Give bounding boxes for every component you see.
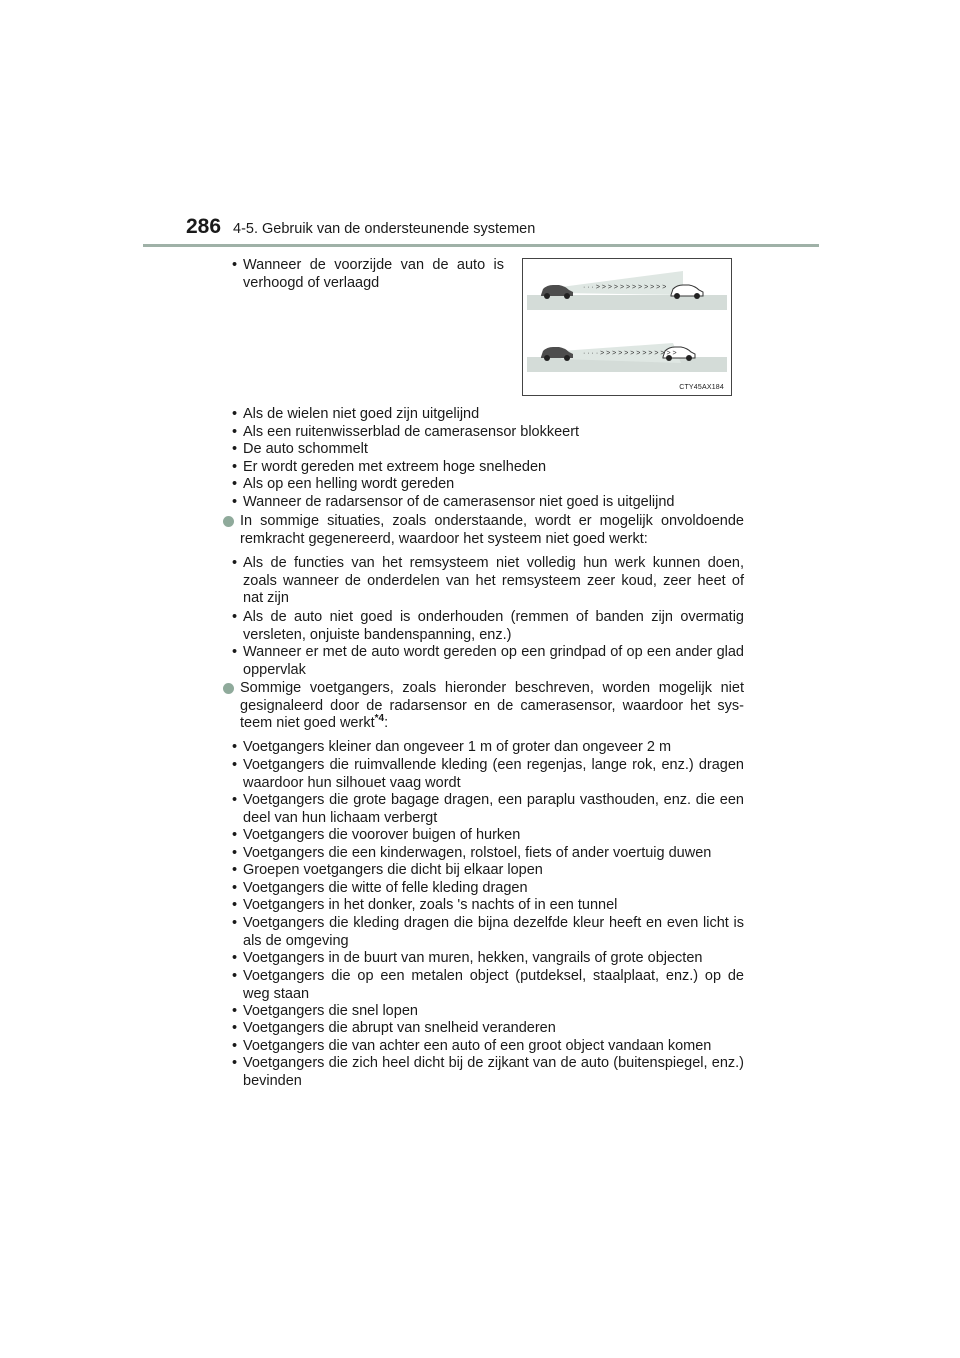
paragraph-text: In sommige situaties, zoals onderstaande, wordt er mogelijk onvoldoende remkracht gegenereerd, waardoor het systeem niet goed werkt: <box>240 513 744 547</box>
figure-code: CTY45AX184 <box>679 384 724 391</box>
list-item: • Voetgangers die ruimvallende kleding (een regenjas, lange rok, enz.) dragen waardoor hun silhouet vaag wordt <box>232 757 744 791</box>
list-item-text: Als de wielen niet goed zijn uitgelijnd <box>243 406 480 422</box>
list-item-text: Voetgangers die op een metalen object (putdeksel, staalplaat, enz.) op de weg staan <box>243 968 744 1002</box>
list-item: • Als een ruitenwisserblad de camerasensor blokkeert <box>232 424 580 440</box>
list-item: • Wanneer de radarsensor of de camerasensor niet goed is uitgelijnd <box>232 494 675 510</box>
list-item: • Voetgangers in de buurt van muren, hekken, vangrails of grote objecten <box>232 950 703 966</box>
section-title: 4-5. Gebruik van de ondersteunende systemen <box>233 221 536 237</box>
list-item-text: Voetgangers die grote bagage dragen, een paraplu vasthouden, enz. die een deel van hun lichaam verbergt <box>243 792 744 826</box>
header-rule <box>143 244 819 247</box>
list-item: • Voetgangers die grote bagage dragen, een paraplu vasthouden, enz. die een deel van hun lichaam verbergt <box>232 792 744 826</box>
list-item: • Voetgangers die snel lopen <box>232 1003 418 1019</box>
list-item-text: Voetgangers die een kinderwagen, rolstoel, fiets of ander voertuig duwen <box>243 845 712 861</box>
list-item: • Voetgangers die een kinderwagen, rolstoel, fiets of ander voertuig duwen <box>232 845 712 861</box>
list-item: • Er wordt gereden met extreem hoge snelheden <box>232 459 547 475</box>
list-item: • De auto schommelt <box>232 441 368 457</box>
list-item-text: Er wordt gereden met extreem hoge snelheden <box>243 459 547 475</box>
list-item: • Voetgangers die kleding dragen die bijna dezelfde kleur heeft en even licht is als de omgeving <box>232 915 744 949</box>
list-item-text: Voetgangers in de buurt van muren, hekken, vangrails of grote objecten <box>243 950 703 966</box>
svg-text:· · · > > > > > > > > > >: · · · > > > > > > > > > > > > <box>583 284 667 291</box>
bullet-circle-icon <box>223 683 234 694</box>
list-item-text: Voetgangers die abrupt van snelheid veranderen <box>243 1020 556 1036</box>
list-item-text: Als een ruitenwisserblad de camerasensor blokkeert <box>243 424 580 440</box>
list-item-text: Voetgangers die snel lopen <box>243 1003 418 1019</box>
paragraph <box>240 513 744 548</box>
list-item-text: Voetgangers die van achter een auto of een groot object vandaan komen <box>243 1038 712 1054</box>
list-item: • Voetgangers kleiner dan ongeveer 1 m of groter dan ongeveer 2 m <box>232 739 672 755</box>
list-item: • Voetgangers die witte of felle kleding dragen <box>232 880 528 896</box>
list-item-text: Voetgangers in het donker, zoals 's nachts of in een tunnel <box>243 897 618 913</box>
page-number: 286 <box>186 215 222 238</box>
car-radar-sensing-icon <box>523 259 731 395</box>
paragraph-text: Sommige voetgangers, zoals hieronder beschreven, worden mogelijk niet gesignaleerd door de radarsensor en de camerasensor, waardoor het sys-teem niet goed werkt <box>240 680 744 731</box>
list-item: • Voetgangers die voorover buigen of hurken <box>232 827 521 843</box>
paragraph-end: : <box>384 715 389 731</box>
paragraph <box>240 680 744 733</box>
svg-text:· · · · > > > > > > > > > > >: · · · · > > > > > > > > > > > > > <box>583 350 677 357</box>
list-item-text: Voetgangers kleiner dan ongeveer 1 m of groter dan ongeveer 2 m <box>243 739 672 755</box>
list-item: • Voetgangers in het donker, zoals 's nachts of in een tunnel <box>232 897 618 913</box>
list-item-text: Als de auto niet goed is onderhouden (remmen of banden zijn overmatig versleten, onjuiste bandenspanning, enz.) <box>243 609 744 643</box>
list-item: • Als de auto niet goed is onderhouden (remmen of banden zijn overmatig versleten, onjuiste bandenspanning, enz.) <box>232 609 744 643</box>
list-item-text: Wanneer de voorzijde van de auto is verhoogd of verlaagd <box>243 257 504 291</box>
car-radar-sensing-illustration <box>522 258 732 396</box>
list-item: • Als op een helling wordt gereden <box>232 476 455 492</box>
list-item: • Voetgangers die abrupt van snelheid veranderen <box>232 1020 556 1036</box>
list-item: • Als de functies van het remsysteem niet volledig hun werk kunnen doen, zoals wanneer de onderdelen van het remsysteem zeer koud, zeer heet of nat zijn <box>232 555 744 606</box>
list-item-text: Voetgangers die zich heel dicht bij de zijkant van de auto (buitenspiegel, enz.) bevinden <box>243 1055 744 1089</box>
list-item-text: Groepen voetgangers die dicht bij elkaar lopen <box>243 862 543 878</box>
list-item-text: Wanneer er met de auto wordt gereden op een grindpad of op een ander glad oppervlak <box>243 644 744 678</box>
list-item: • Voetgangers die op een metalen object (putdeksel, staalplaat, enz.) op de weg staan <box>232 968 744 1002</box>
list-item: • Wanneer de voorzijde van de auto is verhoogd of verlaagd <box>232 257 504 291</box>
list-item-text: Wanneer de radarsensor of de camerasensor niet goed is uitgelijnd <box>243 494 675 510</box>
list-item-text: Als op een helling wordt gereden <box>243 476 455 492</box>
list-item-text: Voetgangers die kleding dragen die bijna dezelfde kleur heeft en even licht is als de omgeving <box>243 915 744 949</box>
list-item: • Wanneer er met de auto wordt gereden op een grindpad of op een ander glad oppervlak <box>232 644 744 678</box>
list-item-text: De auto schommelt <box>243 441 368 457</box>
list-item: • Groepen voetgangers die dicht bij elkaar lopen <box>232 862 543 878</box>
list-item: • Voetgangers die zich heel dicht bij de zijkant van de auto (buitenspiegel, enz.) bevinden <box>232 1055 744 1089</box>
list-item: • Voetgangers die van achter een auto of een groot object vandaan komen <box>232 1038 712 1054</box>
list-item-text: Voetgangers die ruimvallende kleding (een regenjas, lange rok, enz.) dragen waardoor hun silhouet vaag wordt <box>243 757 744 791</box>
list-item-text: Als de functies van het remsysteem niet volledig hun werk kunnen doen, zoals wanneer de onderdelen van het remsysteem zeer koud, zeer heet of nat zijn <box>243 555 744 606</box>
list-item: • Als de wielen niet goed zijn uitgelijnd <box>232 406 480 422</box>
list-item-text: Voetgangers die voorover buigen of hurken <box>243 827 521 843</box>
bullet-circle-icon <box>223 516 234 527</box>
list-item-text: Voetgangers die witte of felle kleding dragen <box>243 880 528 896</box>
footnote-marker: *4 <box>374 713 385 725</box>
